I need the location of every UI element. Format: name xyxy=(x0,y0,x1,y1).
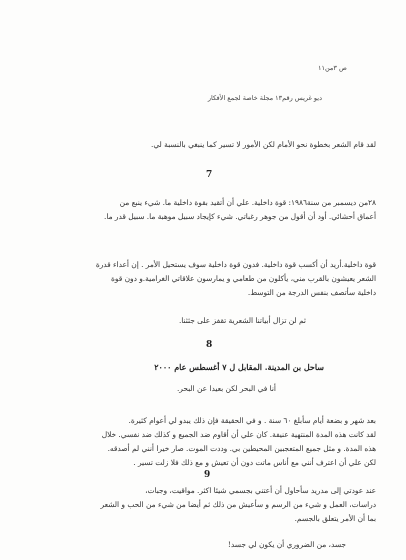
section-8-heading: ساحل بن المدينة. المقابل ل ٧ أغسطس عام ٢٠٠٠ xyxy=(154,362,324,372)
paragraph-7-line: دراسات، العمل و شيء من الرسم و سأعيش من ذلك ثم أيضا من شيء من الحب و الشعر xyxy=(100,500,376,509)
section-number-7: 7 xyxy=(206,170,213,180)
paragraph-6 xyxy=(30,414,376,470)
page-number: ص ٣من١١ xyxy=(318,64,347,72)
paragraph-2-line: أعماق أحشائي. أود أن أقول من جوهر رغباتي. شيء كإيجاد سبيل موهبة ما. سبيل قدر ما. xyxy=(103,212,376,221)
document-header: ديو غريس رقم١٣ مجلة خاصة لجمع الأفكار xyxy=(207,94,322,102)
paragraph-3-line: داخلية سأتصف بنفس الدرجة من التوسط. xyxy=(247,288,376,297)
paragraph-7 xyxy=(30,484,376,526)
section-number-8: 8 xyxy=(206,340,213,350)
paragraph-7-line: بما أن الأمر يتعلق بالجسم. xyxy=(294,514,376,523)
paragraph-6-line: هذه المدة. و مثل جميع المتعجبين المحيطين بي. وددت الموت. صار خيرا أنني لم أصدقه. xyxy=(107,444,376,453)
paragraph-6-line: لكن علي أن اعترف أنني مع أناس ماتت دون أن تعيش و مع ذلك فلا زلت تسير . xyxy=(133,458,376,467)
paragraph-6-line: بعد شهر و بضعة أيام سأبلغ ٦٠ سنة . و في الحقيقة فإن ذلك يبدو لي أعوام كثيرة. xyxy=(128,416,376,425)
paragraph-5: أنا في البحر لكن بعيدا عن البحر. xyxy=(176,384,276,393)
section-number-9: 9 xyxy=(204,470,211,480)
paragraph-7-line: عند عودتي إلى مدريد سأحاول أن أعتني بجسمي شيئا اكثر. مواقيت، وجبات، xyxy=(145,486,376,495)
paragraph-2 xyxy=(30,196,376,224)
paragraph-8: جسد، من الضروري أن يكون لي جسد! xyxy=(227,540,346,549)
paragraph-3-line: الشعر يعيشون بالقرب مني، يأكلون من طعامي و يمارسون علاقاتي الغرامية.و دون قوة xyxy=(111,274,376,283)
paragraph-2-line: ٢٨من ديسمبر من سنة١٩٨٦: قوة داخلية. علي أن أتقيد بقوة داخلية ما. شيء ينبع من xyxy=(119,198,376,207)
paragraph-1: لقد قام الشعر بخطوة نحو الأمام لكن الأمور لا تسير كما ينبغي بالنسبة لي. xyxy=(151,140,376,149)
paragraph-4: ثم لن تزال أبياتنا الشعرية تقفز على جثثنا. xyxy=(178,316,306,325)
paragraph-6-line: لقد كانت هذه المدة المنتهية عنيفة. كان علي أن أقاوم ضد الجميع و كذلك ضد نفسي. خلال xyxy=(101,430,376,439)
paragraph-3 xyxy=(30,258,376,300)
paragraph-3-line: قوة داخلية.أريد أن أكسب قوة داخلية. فدون قوة داخلية سوف يستحيل الأمر . إن أعداء قدرة xyxy=(95,260,376,269)
